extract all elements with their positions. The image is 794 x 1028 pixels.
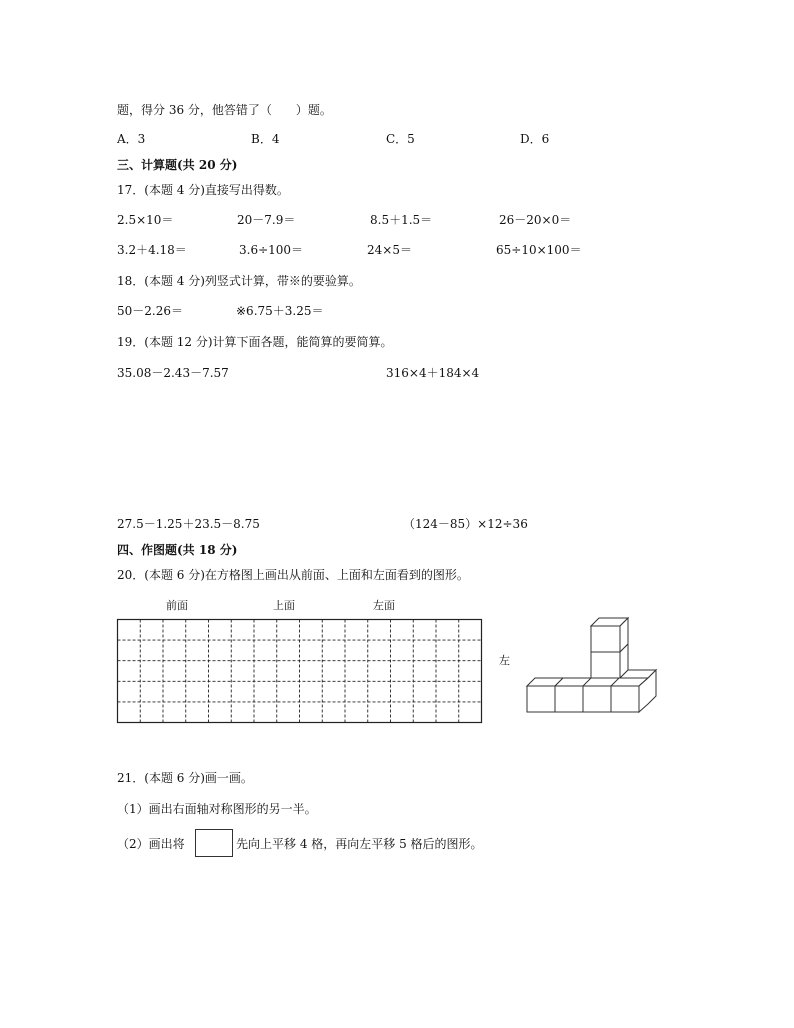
q21-part1: （1）画出右面轴对称图形的另一半。 bbox=[117, 802, 317, 816]
q17-item: 65÷10×100＝ bbox=[496, 243, 582, 257]
q21-title: 21．(本题 6 分)画一画。 bbox=[117, 771, 253, 785]
cube-face bbox=[583, 686, 611, 712]
cube-face bbox=[611, 686, 639, 712]
cube-face bbox=[555, 686, 583, 712]
q17-item: 2.5×10＝ bbox=[117, 213, 174, 227]
q16-option-a: A．3 bbox=[117, 132, 146, 146]
q18-title: 18．(本题 4 分)列竖式计算，带※的要验算。 bbox=[117, 274, 361, 288]
q17-item: 3.2＋4.18＝ bbox=[117, 243, 187, 257]
cube-stack-figure bbox=[524, 617, 658, 714]
q17-item: 8.5＋1.5＝ bbox=[370, 213, 433, 227]
q17-item: 20－7.9＝ bbox=[237, 213, 296, 227]
q19-item: 316×4＋184×4 bbox=[386, 366, 480, 380]
q19-title: 19．(本题 12 分)计算下面各题，能简算的要简算。 bbox=[117, 335, 393, 349]
q20-title: 20．(本题 6 分)在方格图上画出从前面、上面和左面看到的图形。 bbox=[117, 568, 469, 582]
q17-item: 3.6÷100＝ bbox=[239, 243, 304, 257]
q17-item: 26－20×0＝ bbox=[499, 213, 572, 227]
grid-label-top: 上面 bbox=[273, 599, 295, 612]
left-direction-label: 左 bbox=[499, 654, 510, 667]
square-grid bbox=[117, 619, 482, 723]
q21-part2-suffix: 先向上平移 4 格，再向左平移 5 格后的图形。 bbox=[236, 837, 483, 851]
cube-face bbox=[591, 626, 620, 652]
q17-title: 17．(本题 4 分)直接写出得数。 bbox=[117, 183, 289, 197]
section3-title: 三、计算题(共 20 分) bbox=[117, 158, 238, 172]
q19-item: 27.5－1.25＋23.5－8.75 bbox=[117, 517, 260, 531]
cube-face bbox=[527, 686, 555, 712]
q21-part2-prefix: （2）画出将 bbox=[117, 837, 185, 851]
q18-item: 50－2.26＝ bbox=[117, 304, 183, 318]
cube-face bbox=[591, 652, 620, 678]
small-square-shape bbox=[195, 829, 233, 857]
q17-item: 24×5＝ bbox=[367, 243, 412, 257]
q16-text: 题，得分 36 分，他答错了（ ）题。 bbox=[117, 103, 332, 117]
grid-label-left: 左面 bbox=[373, 599, 395, 612]
section4-title: 四、作图题(共 18 分) bbox=[117, 543, 238, 557]
q16-option-b: B．4 bbox=[251, 132, 280, 146]
q19-item: （124－85）×12÷36 bbox=[403, 517, 528, 531]
q18-item: ※6.75＋3.25＝ bbox=[236, 304, 324, 318]
grid-label-front: 前面 bbox=[166, 599, 188, 612]
q16-option-d: D．6 bbox=[520, 132, 550, 146]
q19-item: 35.08－2.43－7.57 bbox=[117, 366, 229, 380]
q16-option-c: C．5 bbox=[386, 132, 415, 146]
